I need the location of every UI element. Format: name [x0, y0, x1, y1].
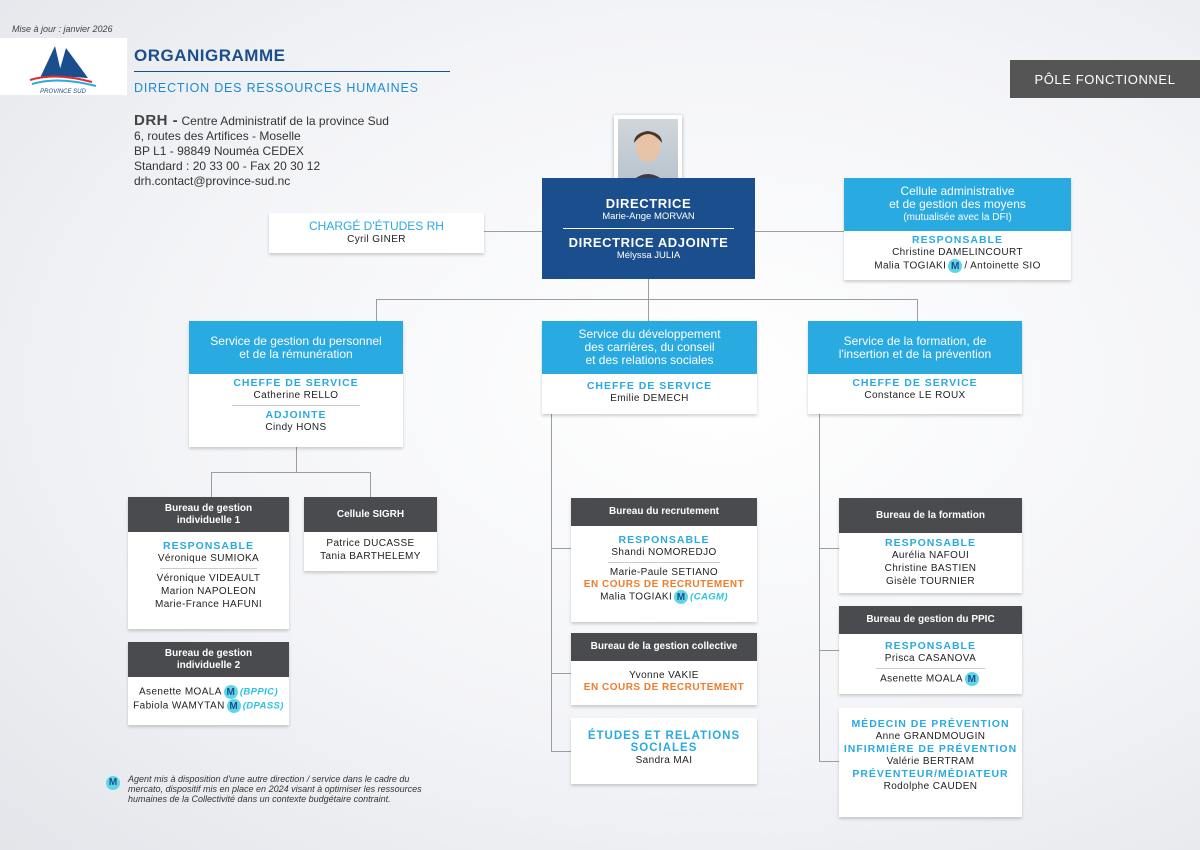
connector-line — [819, 414, 820, 762]
bureau-role: RESPONSABLE — [885, 640, 976, 652]
mercato-badge-icon: M — [106, 776, 120, 790]
connector-line — [648, 299, 649, 321]
ppic-header: Bureau de gestion du PPIC — [839, 606, 1022, 634]
ppic-box — [839, 606, 1022, 694]
bureau-head-line: individuelle 1 — [176, 514, 241, 526]
service-head-line: l'insertion et de la prévention — [838, 346, 992, 361]
sigrh-box — [304, 497, 437, 571]
service-carrieres-box — [542, 321, 757, 414]
origin-tag: (BPPIC) — [239, 686, 279, 698]
recrutement-header: Bureau du recrutement — [571, 498, 757, 526]
cellule-admin-box — [844, 178, 1071, 280]
separator — [608, 562, 720, 563]
update-date: Mise à jour : janvier 2026 — [12, 24, 113, 34]
phone-line: Standard : 20 33 00 - Fax 20 30 12 — [134, 159, 321, 173]
bgi2-header — [128, 642, 289, 677]
cellule-admin-name: Christine DAMELINCOURT — [892, 247, 1023, 258]
charge-etudes-name: Cyril GINER — [347, 234, 406, 245]
mercato-badge-icon: M — [965, 672, 979, 686]
deputy-director-name: Mélyssa JULIA — [616, 250, 681, 261]
name-text: Asenette MOALA — [880, 673, 963, 685]
separator — [232, 405, 360, 406]
separator — [876, 668, 986, 669]
bureau-head-line: Bureau de gestion — [164, 502, 253, 514]
bureau-name — [839, 672, 1022, 686]
service-head-line: et de la rémunération — [239, 346, 353, 361]
service-name: Cindy HONS — [265, 422, 327, 433]
connector-line — [484, 231, 542, 232]
service-carrieres-header — [542, 321, 757, 374]
page-title: ORGANIGRAMME — [134, 46, 286, 65]
service-head-line: Service de la formation, de — [843, 333, 987, 348]
bureau-name: Gisèle TOURNIER — [886, 576, 975, 587]
bureau-name: Marie-France HAFUNI — [154, 599, 263, 610]
bureau-role: RESPONSABLE — [618, 534, 710, 546]
address-line: 6, routes des Artifices - Moselle — [134, 129, 301, 143]
etudes-title: SOCIALES — [630, 742, 698, 754]
prevention-name: Valérie BERTRAM — [886, 756, 975, 767]
connector-line — [376, 299, 918, 300]
bureau-name: Yvonne VAKIE — [629, 670, 699, 681]
connector-line — [211, 472, 371, 473]
bureau-head-line: Bureau de gestion — [164, 647, 253, 659]
service-head-line: et des relations sociales — [585, 353, 714, 367]
recruitment-status: EN COURS DE RECRUTEMENT — [583, 682, 745, 693]
origin-tag: (CAGM) — [690, 591, 728, 603]
address-block — [134, 113, 389, 189]
bureau-name: Prisca CASANOVA — [884, 653, 977, 664]
bureau-formation-box — [839, 498, 1022, 593]
prevention-name: Anne GRANDMOUGIN — [875, 731, 986, 742]
service-name: Catherine RELLO — [253, 390, 339, 401]
service-head-line: Service du développement — [578, 327, 721, 341]
bgi1-box — [128, 497, 289, 629]
prevention-box — [839, 708, 1022, 817]
bureau-name: Tania BARTHELEMY — [320, 551, 421, 562]
bureau-name: Véronique VIDEAULT — [156, 573, 261, 584]
director-photo-image — [618, 119, 678, 187]
prevention-role: MÉDECIN DE PRÉVENTION — [851, 718, 1010, 730]
org-name: Centre Administratif de la province Sud — [178, 114, 389, 128]
bureau-head-line: individuelle 2 — [176, 659, 241, 671]
bureau-role: RESPONSABLE — [885, 537, 976, 549]
bureau-name: Marie-Paule SETIANO — [609, 567, 719, 578]
connector-line — [296, 447, 297, 472]
name-text: / Antoinette SIO — [964, 260, 1041, 272]
service-name: Constance LE ROUX — [864, 390, 966, 401]
connector-line — [648, 279, 649, 299]
sigrh-header: Cellule SIGRH — [304, 497, 437, 532]
cellule-admin-role: RESPONSABLE — [912, 234, 1003, 246]
connector-line — [551, 673, 571, 674]
service-name: Emilie DEMECH — [610, 393, 689, 404]
service-formation-box — [808, 321, 1022, 414]
director-divider — [563, 228, 733, 229]
address-line: BP L1 - 98849 Nouméa CEDEX — [134, 144, 304, 158]
collective-box — [571, 633, 757, 705]
prevention-role: PRÉVENTEUR/MÉDIATEUR — [852, 768, 1009, 780]
recruitment-status: EN COURS DE RECRUTEMENT — [583, 579, 745, 590]
director-name: Marie-Ange MORVAN — [602, 211, 695, 222]
bureau-name: Patrice DUCASSE — [326, 538, 415, 549]
service-personnel-box — [189, 321, 403, 447]
bureau-role: RESPONSABLE — [163, 540, 254, 552]
bgi2-box — [128, 642, 289, 725]
cellule-admin-head-line: Cellule administrative — [900, 184, 1015, 198]
connector-line — [551, 751, 571, 752]
connector-line — [819, 761, 839, 762]
bureau-formation-header: Bureau de la formation — [839, 498, 1022, 533]
name-text: Malia TOGIAKI — [600, 591, 673, 603]
mercato-badge-icon: M — [948, 259, 962, 273]
charge-etudes-title: CHARGÉ D'ÉTUDES RH — [309, 219, 444, 233]
name-text: Asenette MOALA — [138, 686, 222, 698]
connector-line — [376, 299, 377, 321]
bureau-name: Shandi NOMOREDJO — [611, 547, 717, 558]
service-role: CHEFFE DE SERVICE — [852, 377, 978, 389]
connector-line — [755, 231, 844, 232]
sail-logo-icon — [0, 38, 127, 95]
service-role: CHEFFE DE SERVICE — [233, 377, 359, 389]
bureau-name — [128, 699, 289, 713]
title-divider — [134, 71, 450, 72]
etudes-title: ÉTUDES ET RELATIONS — [587, 730, 741, 742]
prevention-role: INFIRMIÈRE DE PRÉVENTION — [843, 743, 1018, 755]
logo-text: PROVINCE SUD — [40, 89, 86, 95]
deputy-director-title: DIRECTRICE ADJOINTE — [568, 235, 729, 250]
person-photo-icon — [618, 119, 678, 187]
director-box — [542, 178, 755, 279]
mercato-badge-icon: M — [227, 699, 241, 713]
page-subtitle: DIRECTION DES RESSOURCES HUMAINES — [134, 81, 419, 95]
service-role: CHEFFE DE SERVICE — [586, 380, 713, 392]
cellule-admin-note: (mutualisée avec la DFI) — [903, 212, 1012, 223]
bureau-name — [571, 590, 757, 604]
pole-badge: PÔLE FONCTIONNEL — [1010, 60, 1200, 98]
connector-line — [917, 299, 918, 321]
recrutement-box — [571, 498, 757, 622]
bureau-name: Christine BASTIEN — [884, 563, 977, 574]
connector-line — [370, 472, 371, 497]
name-text: Fabiola WAMYTAN — [133, 700, 225, 712]
province-sud-logo — [0, 38, 127, 95]
connector-line — [819, 548, 839, 549]
charge-etudes-box — [269, 213, 484, 253]
service-head-line: des carrières, du conseil — [584, 340, 715, 354]
prevention-name: Rodolphe CAUDEN — [883, 781, 978, 792]
etudes-box — [571, 718, 757, 784]
bureau-name: Véronique SUMIOKA — [157, 553, 260, 564]
mercato-badge-icon: M — [224, 685, 238, 699]
cellule-admin-header — [844, 178, 1071, 231]
connector-line — [551, 548, 571, 549]
origin-tag: (DPASS) — [242, 700, 284, 712]
footnote-badge — [104, 774, 122, 792]
email-line: drh.contact@province-sud.nc — [134, 174, 291, 188]
name-text: Malia TOGIAKI — [874, 260, 947, 272]
service-head-line: Service de gestion du personnel — [210, 333, 382, 348]
mercato-badge-icon: M — [674, 590, 688, 604]
bureau-name — [128, 685, 289, 699]
connector-line — [819, 650, 839, 651]
org-short: DRH - — [134, 112, 179, 129]
cellule-admin-name — [844, 259, 1071, 273]
service-role: ADJOINTE — [265, 409, 327, 421]
bureau-name: Marion NAPOLEON — [161, 586, 256, 597]
bureau-name: Aurélia NAFOUI — [891, 550, 970, 561]
service-personnel-header — [189, 321, 403, 374]
etudes-name: Sandra MAI — [635, 755, 693, 766]
connector-line — [211, 472, 212, 497]
connector-line — [551, 414, 552, 752]
director-title: DIRECTRICE — [605, 196, 692, 211]
separator — [160, 568, 257, 569]
service-formation-header — [808, 321, 1022, 374]
bgi1-header — [128, 497, 289, 532]
footnote-text: Agent mis à disposition d'une autre direction / service dans le cadre du mercato, dispositif mis en place en 2024 visant à optimiser les ressources humaines de la Collectivité dans un contexte budgétaire contraint. — [128, 774, 422, 804]
collective-header: Bureau de la gestion collective — [571, 633, 757, 661]
cellule-admin-head-line: et de gestion des moyens — [889, 197, 1026, 211]
